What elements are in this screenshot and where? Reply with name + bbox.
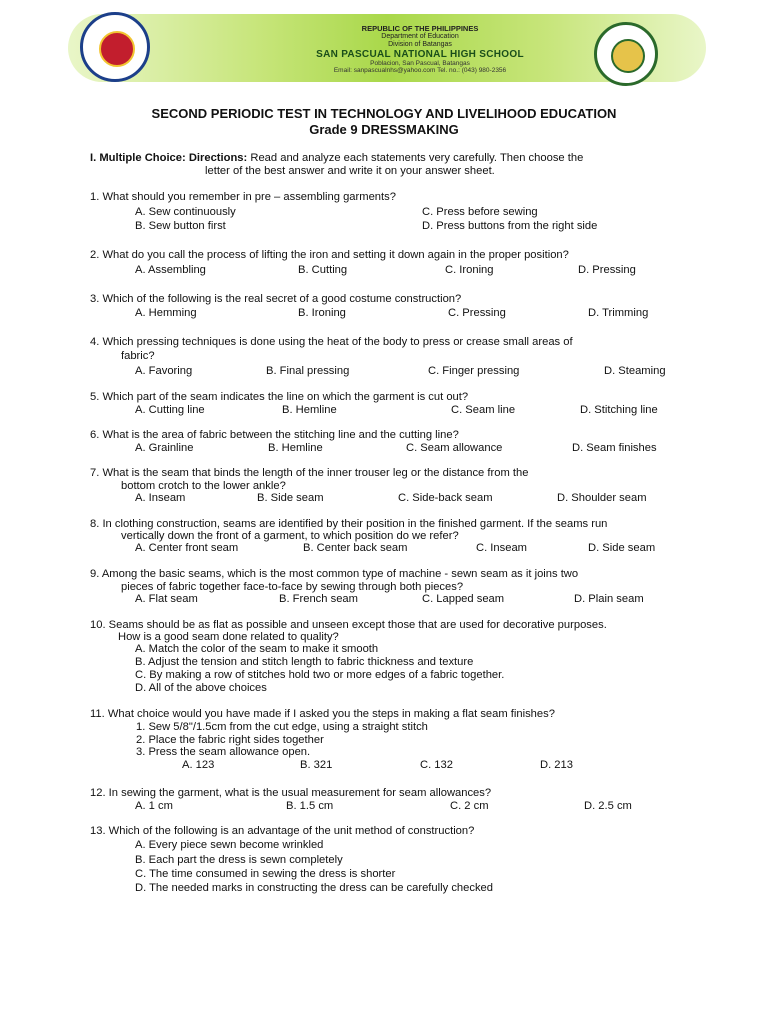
q9-choice-d: D. Plain seam — [574, 593, 644, 605]
q2-choice-a: A. Assembling — [135, 264, 206, 276]
school-seal-icon — [594, 22, 658, 86]
q8-choice-a: A. Center front seam — [135, 542, 239, 554]
q12-choice-c: C. 2 cm — [450, 800, 489, 812]
q4-choice-b: B. Final pressing — [266, 365, 350, 377]
q5-choice-b: B. Hemline — [282, 404, 337, 416]
q8-choice-d: D. Side seam — [588, 542, 656, 554]
header-division: Division of Batangas — [388, 41, 452, 48]
q6-choice-b: B. Hemline — [268, 442, 323, 454]
question-3: 3. Which of the following is the real secret of a good costume construction? — [90, 293, 462, 305]
q9-choice-a: A. Flat seam — [135, 593, 198, 605]
q11-choice-c: C. 132 — [420, 759, 453, 771]
q12-choice-d: D. 2.5 cm — [584, 800, 632, 812]
question-4: 4. Which pressing techniques is done using the heat of the body to press or crease small areas of — [90, 336, 573, 348]
question-2: 2. What do you call the process of lifting the iron and setting it down again in the proper position? — [90, 249, 569, 261]
deped-seal-icon — [80, 12, 150, 82]
q5-choice-a: A. Cutting line — [135, 404, 205, 416]
q3-choice-d: D. Trimming — [588, 307, 649, 319]
q4-choice-a: A. Favoring — [135, 365, 193, 377]
question-8-cont: vertically down the front of a garment, to which position do we refer? — [121, 530, 459, 542]
header-school: SAN PASCUAL NATIONAL HIGH SCHOOL — [316, 49, 524, 60]
question-7-cont: bottom crotch to the lower ankle? — [121, 480, 286, 492]
q10-choice-b: B. Adjust the tension and stitch length to fabric thickness and texture — [135, 656, 474, 668]
directions — [90, 152, 583, 165]
question-9: 9. Among the basic seams, which is the most common type of machine - sewn seam as it joins two — [90, 568, 579, 580]
header-contact: Email: sanpascualnhs@yahoo.com Tel. no.: (043) 980-2356 — [333, 67, 507, 74]
q2-choice-d: D. Pressing — [578, 264, 636, 276]
q11-choice-a: A. 123 — [182, 759, 215, 771]
q2-choice-b: B. Cutting — [298, 264, 348, 276]
question-8: 8. In clothing construction, seams are identified by their position in the finished garment. If the seams run — [90, 518, 608, 530]
q7-choice-b: B. Side seam — [257, 492, 324, 504]
q11-step-2: 2. Place the fabric right sides together — [136, 734, 324, 746]
q10-choice-d: D. All of the above choices — [135, 682, 267, 694]
question-13: 13. Which of the following is an advantage of the unit method of construction? — [90, 825, 475, 837]
q6-choice-a: A. Grainline — [135, 442, 194, 454]
q3-choice-a: A. Hemming — [135, 307, 197, 319]
question-10: 10. Seams should be as flat as possible and unseen except those that are used for decorative purposes. — [90, 619, 607, 631]
q9-choice-b: B. French seam — [279, 593, 358, 605]
q7-choice-c: C. Side-back seam — [398, 492, 493, 504]
q7-choice-d: D. Shoulder seam — [557, 492, 647, 504]
q8-choice-c: C. Inseam — [476, 542, 527, 554]
question-1: 1. What should you remember in pre – assembling garments? — [90, 191, 396, 203]
question-10-cont: How is a good seam done related to quality? — [118, 631, 339, 643]
q5-choice-c: C. Seam line — [451, 404, 516, 416]
q11-choice-b: B. 321 — [300, 759, 333, 771]
q10-choice-a: A. Match the color of the seam to make it smooth — [135, 643, 379, 655]
header-address: Poblacion, San Pascual, Batangas — [370, 60, 470, 67]
q1-choice-b: B. Sew button first — [135, 220, 226, 232]
q13-choice-a: A. Every piece sewn become wrinkled — [135, 839, 324, 851]
question-4-cont: fabric? — [121, 350, 155, 362]
q8-choice-b: B. Center back seam — [303, 542, 408, 554]
q11-step-1: 1. Sew 5/8"/1.5cm from the cut edge, using a straight stitch — [136, 721, 428, 733]
q2-choice-c: C. Ironing — [445, 264, 494, 276]
question-9-cont: pieces of fabric together face-to-face by sewing through both pieces? — [121, 581, 464, 593]
q11-step-3: 3. Press the seam allowance open. — [136, 746, 311, 758]
test-title: SECOND PERIODIC TEST IN TECHNOLOGY AND LIVELIHOOD EDUCATION — [151, 106, 617, 121]
q11-choice-d: D. 213 — [540, 759, 573, 771]
q6-choice-c: C. Seam allowance — [406, 442, 503, 454]
directions-text: Read and analyze each statements very carefully. Then choose the — [250, 152, 584, 164]
directions-text-2: letter of the best answer and write it on your answer sheet. — [205, 165, 495, 177]
header-republic: REPUBLIC OF THE PHILIPPINES — [361, 24, 479, 33]
q4-choice-d: D. Steaming — [604, 365, 666, 377]
q1-choice-c: C. Press before sewing — [422, 206, 538, 218]
question-6: 6. What is the area of fabric between the stitching line and the cutting line? — [90, 429, 459, 441]
q3-choice-c: C. Pressing — [448, 307, 506, 319]
q10-choice-c: C. By making a row of stitches hold two or more edges of a fabric together. — [135, 669, 505, 681]
q12-choice-b: B. 1.5 cm — [286, 800, 334, 812]
question-11: 11. What choice would you have made if I asked you the steps in making a flat seam finishes? — [90, 708, 555, 720]
question-7: 7. What is the seam that binds the length of the inner trouser leg or the distance from the — [90, 467, 529, 479]
question-5: 5. Which part of the seam indicates the line on which the garment is cut out? — [90, 391, 469, 403]
q3-choice-b: B. Ironing — [298, 307, 346, 319]
directions-label: I. Multiple Choice: Directions: — [90, 152, 248, 164]
q5-choice-d: D. Stitching line — [580, 404, 658, 416]
q4-choice-c: C. Finger pressing — [428, 365, 520, 377]
q9-choice-c: C. Lapped seam — [422, 593, 505, 605]
q7-choice-a: A. Inseam — [135, 492, 186, 504]
question-12: 12. In sewing the garment, what is the usual measurement for seam allowances? — [90, 787, 492, 799]
q13-choice-d: D. The needed marks in constructing the dress can be carefully checked — [135, 882, 493, 894]
q13-choice-c: C. The time consumed in sewing the dress is shorter — [135, 868, 396, 880]
header-department: Department of Education — [381, 33, 459, 40]
test-subtitle: Grade 9 DRESSMAKING — [309, 122, 459, 137]
q12-choice-a: A. 1 cm — [135, 800, 173, 812]
q1-choice-a: A. Sew continuously — [135, 206, 236, 218]
q1-choice-d: D. Press buttons from the right side — [422, 220, 598, 232]
q6-choice-d: D. Seam finishes — [572, 442, 657, 454]
q13-choice-b: B. Each part the dress is sewn completely — [135, 854, 343, 866]
